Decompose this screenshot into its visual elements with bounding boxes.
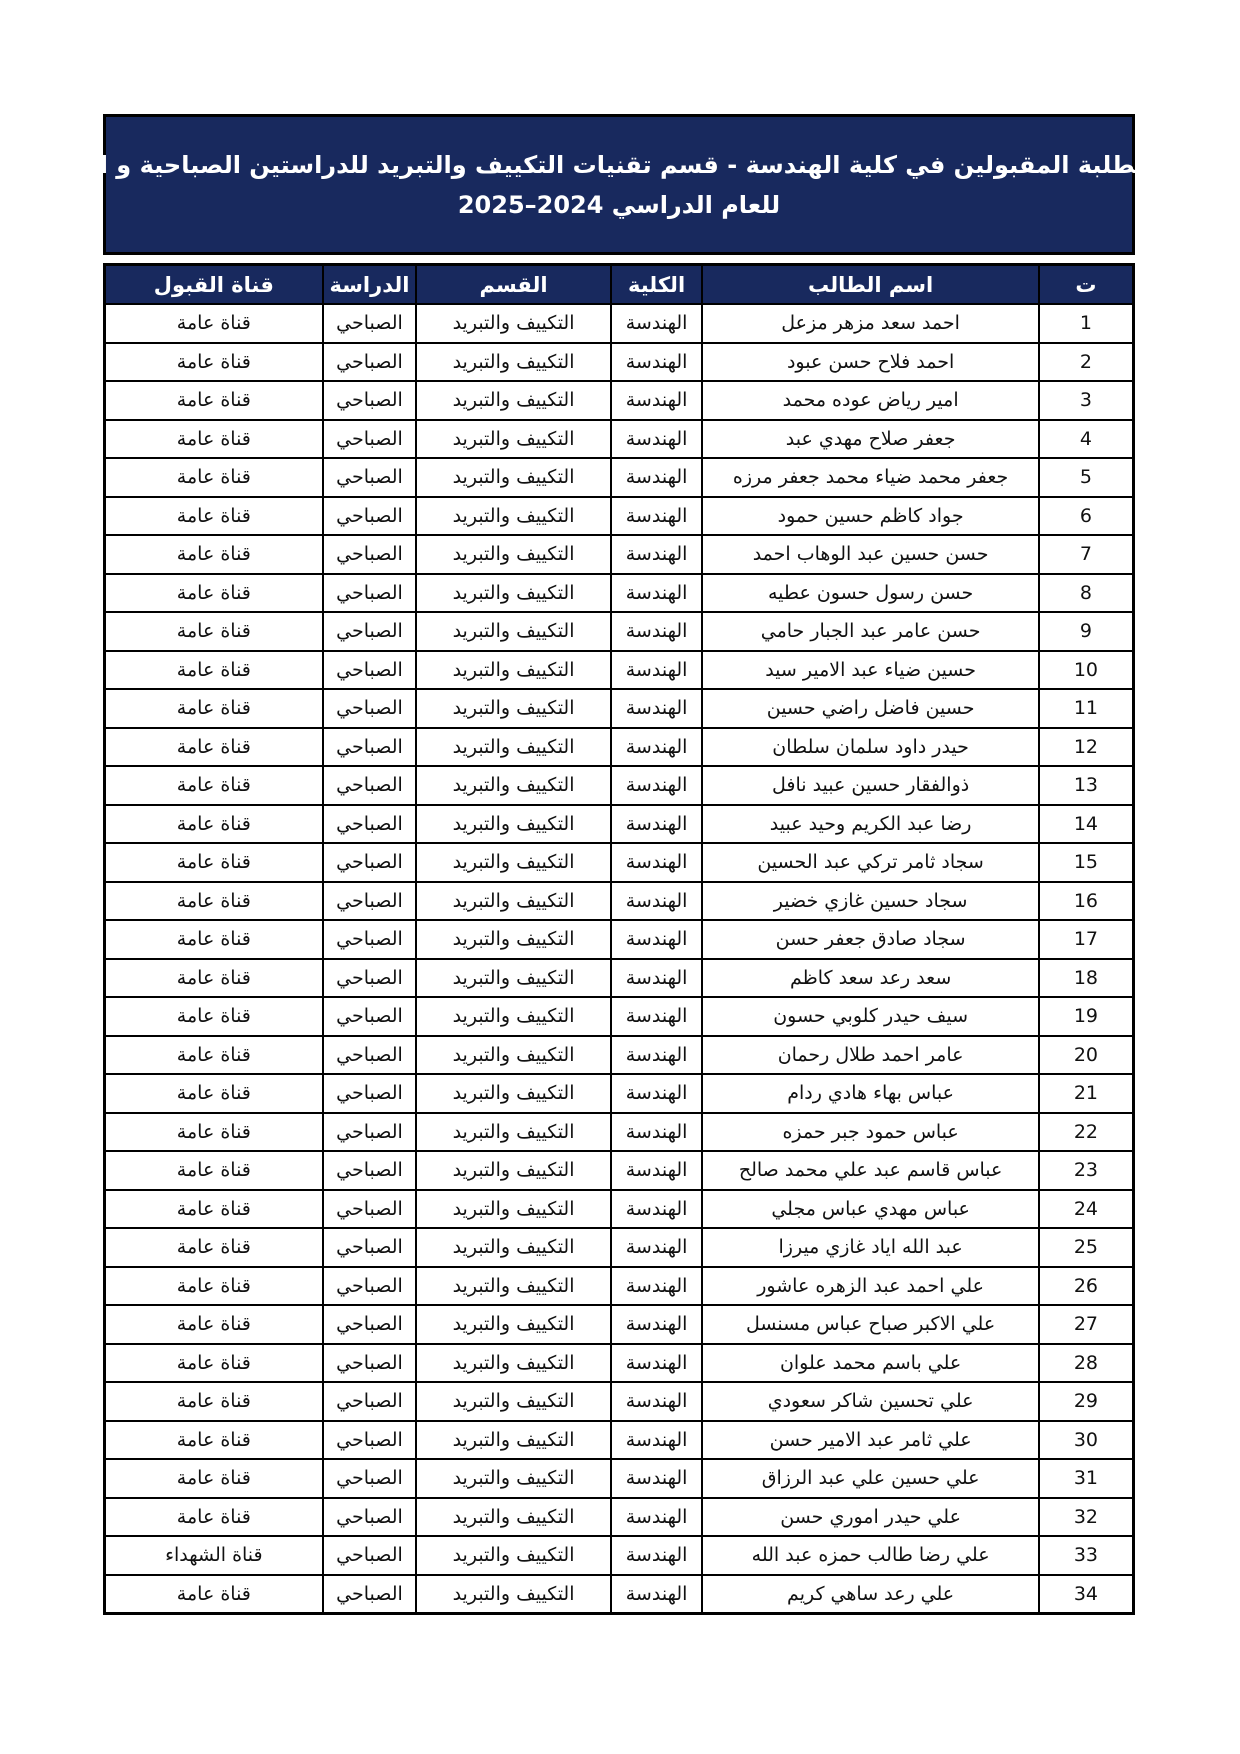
row-serial: 5 [1039, 458, 1134, 497]
college: الهندسة [611, 843, 703, 882]
admission-channel: قناة عامة [105, 420, 323, 459]
study-shift: الصباحي [323, 689, 417, 728]
student-name: عباس قاسم عبد علي محمد صالح [702, 1151, 1038, 1190]
col-header-department: القسم [416, 265, 610, 305]
row-serial: 30 [1039, 1421, 1134, 1460]
student-name: علي رعد ساهي كريم [702, 1575, 1038, 1614]
table-row [105, 997, 1134, 1036]
table-row [105, 458, 1134, 497]
row-serial: 32 [1039, 1498, 1134, 1537]
college: الهندسة [611, 728, 703, 767]
admission-channel: قناة عامة [105, 343, 323, 382]
admission-channel: قناة عامة [105, 1267, 323, 1306]
college: الهندسة [611, 1344, 703, 1383]
student-name: علي حيدر اموري حسن [702, 1498, 1038, 1537]
admission-channel: قناة عامة [105, 1498, 323, 1537]
row-serial: 23 [1039, 1151, 1134, 1190]
study-shift: الصباحي [323, 1344, 417, 1383]
college: الهندسة [611, 1536, 703, 1575]
table-row [105, 420, 1134, 459]
college: الهندسة [611, 574, 703, 613]
admission-channel: قناة عامة [105, 1151, 323, 1190]
college: الهندسة [611, 343, 703, 382]
study-shift: الصباحي [323, 1267, 417, 1306]
col-header-study: الدراسة [323, 265, 417, 305]
department: التكييف والتبريد [416, 574, 610, 613]
student-name: علي رضا طالب حمزه عبد الله [702, 1536, 1038, 1575]
admission-channel: قناة عامة [105, 843, 323, 882]
table-row [105, 689, 1134, 728]
table-row [105, 1459, 1134, 1498]
table-row [105, 920, 1134, 959]
department: التكييف والتبريد [416, 959, 610, 998]
table-row [105, 805, 1134, 844]
row-serial: 7 [1039, 535, 1134, 574]
document-title-line-1: اسماء الطلبة المقبولين في كلية الهندسة - قسم تقنيات التكييف والتبريد للدراستين الصباحية و المسائية [7, 150, 1231, 179]
department: التكييف والتبريد [416, 612, 610, 651]
department: التكييف والتبريد [416, 381, 610, 420]
admission-channel: قناة عامة [105, 574, 323, 613]
study-shift: الصباحي [323, 959, 417, 998]
row-serial: 13 [1039, 766, 1134, 805]
department: التكييف والتبريد [416, 1459, 610, 1498]
study-shift: الصباحي [323, 458, 417, 497]
admission-channel: قناة عامة [105, 1074, 323, 1113]
college: الهندسة [611, 1228, 703, 1267]
students-table-body [105, 304, 1134, 1614]
row-serial: 26 [1039, 1267, 1134, 1306]
table-row [105, 1036, 1134, 1075]
college: الهندسة [611, 420, 703, 459]
department: التكييف والتبريد [416, 997, 610, 1036]
student-name: علي احمد عبد الزهره عاشور [702, 1267, 1038, 1306]
college: الهندسة [611, 1305, 703, 1344]
table-row [105, 343, 1134, 382]
department: التكييف والتبريد [416, 1190, 610, 1229]
table-row [105, 1190, 1134, 1229]
row-serial: 24 [1039, 1190, 1134, 1229]
college: الهندسة [611, 381, 703, 420]
student-name: عباس مهدي عباس مجلي [702, 1190, 1038, 1229]
department: التكييف والتبريد [416, 843, 610, 882]
admission-channel: قناة عامة [105, 959, 323, 998]
college: الهندسة [611, 497, 703, 536]
study-shift: الصباحي [323, 843, 417, 882]
admission-channel: قناة عامة [105, 728, 323, 767]
college: الهندسة [611, 1421, 703, 1460]
study-shift: الصباحي [323, 1074, 417, 1113]
admission-channel: قناة عامة [105, 766, 323, 805]
college: الهندسة [611, 920, 703, 959]
student-name: ذوالفقار حسين عبيد نافل [702, 766, 1038, 805]
col-header-serial: ت [1039, 265, 1134, 305]
table-row [105, 843, 1134, 882]
admission-channel: قناة عامة [105, 920, 323, 959]
row-serial: 11 [1039, 689, 1134, 728]
admission-channel: قناة عامة [105, 805, 323, 844]
department: التكييف والتبريد [416, 1498, 610, 1537]
row-serial: 8 [1039, 574, 1134, 613]
college: الهندسة [611, 612, 703, 651]
department: التكييف والتبريد [416, 497, 610, 536]
student-name: علي باسم محمد علوان [702, 1344, 1038, 1383]
row-serial: 33 [1039, 1536, 1134, 1575]
study-shift: الصباحي [323, 1036, 417, 1075]
study-shift: الصباحي [323, 343, 417, 382]
table-row [105, 1536, 1134, 1575]
student-name: جعفر محمد ضياء محمد جعفر مرزه [702, 458, 1038, 497]
student-name: جعفر صلاح مهدي عبد [702, 420, 1038, 459]
row-serial: 4 [1039, 420, 1134, 459]
college: الهندسة [611, 1190, 703, 1229]
admission-channel: قناة عامة [105, 997, 323, 1036]
document-title-line-2: للعام الدراسي 2024–2025 [457, 190, 781, 219]
student-name: عباس بهاء هادي ردام [702, 1074, 1038, 1113]
table-row [105, 766, 1134, 805]
college: الهندسة [611, 1498, 703, 1537]
department: التكييف والتبريد [416, 1036, 610, 1075]
student-name: حسن عامر عبد الجبار حامي [702, 612, 1038, 651]
student-name: جواد كاظم حسين حمود [702, 497, 1038, 536]
college: الهندسة [611, 766, 703, 805]
row-serial: 3 [1039, 381, 1134, 420]
student-name: علي الاكبر صباح عباس مسنسل [702, 1305, 1038, 1344]
row-serial: 10 [1039, 651, 1134, 690]
department: التكييف والتبريد [416, 651, 610, 690]
students-table [103, 263, 1135, 1615]
student-name: علي ثامر عبد الامير حسن [702, 1421, 1038, 1460]
student-name: احمد فلاح حسن عبود [702, 343, 1038, 382]
table-row [105, 1267, 1134, 1306]
admission-channel: قناة عامة [105, 1305, 323, 1344]
admission-channel: قناة عامة [105, 1421, 323, 1460]
study-shift: الصباحي [323, 612, 417, 651]
department: التكييف والتبريد [416, 458, 610, 497]
college: الهندسة [611, 805, 703, 844]
admission-channel: قناة عامة [105, 1113, 323, 1152]
college: الهندسة [611, 1459, 703, 1498]
student-name: علي تحسين شاكر سعودي [702, 1382, 1038, 1421]
study-shift: الصباحي [323, 1228, 417, 1267]
college: الهندسة [611, 1382, 703, 1421]
college: الهندسة [611, 882, 703, 921]
department: التكييف والتبريد [416, 1113, 610, 1152]
table-row [105, 651, 1134, 690]
table-row [105, 497, 1134, 536]
students-table-header [105, 265, 1134, 305]
table-row [105, 381, 1134, 420]
student-name: سيف حيدر كلوبي حسون [702, 997, 1038, 1036]
admission-channel: قناة عامة [105, 304, 323, 343]
study-shift: الصباحي [323, 1151, 417, 1190]
college: الهندسة [611, 1036, 703, 1075]
student-name: حسن رسول حسون عطيه [702, 574, 1038, 613]
student-name: عامر احمد طلال رحمان [702, 1036, 1038, 1075]
row-serial: 27 [1039, 1305, 1134, 1344]
student-name: امير رياض عوده محمد [702, 381, 1038, 420]
admission-channel: قناة عامة [105, 497, 323, 536]
study-shift: الصباحي [323, 1498, 417, 1537]
table-row [105, 535, 1134, 574]
student-name: علي حسين علي عبد الرزاق [702, 1459, 1038, 1498]
row-serial: 21 [1039, 1074, 1134, 1113]
row-serial: 20 [1039, 1036, 1134, 1075]
student-name: سجاد حسين غازي خضير [702, 882, 1038, 921]
department: التكييف والتبريد [416, 766, 610, 805]
study-shift: الصباحي [323, 497, 417, 536]
college: الهندسة [611, 304, 703, 343]
table-row [105, 612, 1134, 651]
table-row [105, 1151, 1134, 1190]
col-header-student-name: اسم الطالب [702, 265, 1038, 305]
admission-channel: قناة عامة [105, 1575, 323, 1614]
table-row [105, 1421, 1134, 1460]
row-serial: 15 [1039, 843, 1134, 882]
admission-channel: قناة عامة [105, 689, 323, 728]
admission-channel: قناة الشهداء [105, 1536, 323, 1575]
row-serial: 19 [1039, 997, 1134, 1036]
table-row [105, 1575, 1134, 1614]
study-shift: الصباحي [323, 1305, 417, 1344]
study-shift: الصباحي [323, 766, 417, 805]
department: التكييف والتبريد [416, 1228, 610, 1267]
student-name: رضا عبد الكريم وحيد عبيد [702, 805, 1038, 844]
row-serial: 6 [1039, 497, 1134, 536]
study-shift: الصباحي [323, 1421, 417, 1460]
department: التكييف والتبريد [416, 420, 610, 459]
department: التكييف والتبريد [416, 1344, 610, 1383]
admission-channel: قناة عامة [105, 651, 323, 690]
admission-channel: قناة عامة [105, 612, 323, 651]
study-shift: الصباحي [323, 997, 417, 1036]
table-row [105, 1074, 1134, 1113]
row-serial: 16 [1039, 882, 1134, 921]
department: التكييف والتبريد [416, 1382, 610, 1421]
study-shift: الصباحي [323, 1536, 417, 1575]
department: التكييف والتبريد [416, 1074, 610, 1113]
student-name: سعد رعد سعد كاظم [702, 959, 1038, 998]
college: الهندسة [611, 1267, 703, 1306]
col-header-college: الكلية [611, 265, 703, 305]
row-serial: 17 [1039, 920, 1134, 959]
admission-channel: قناة عامة [105, 1344, 323, 1383]
admission-channel: قناة عامة [105, 1459, 323, 1498]
college: الهندسة [611, 1074, 703, 1113]
study-shift: الصباحي [323, 1190, 417, 1229]
header-row [105, 265, 1134, 305]
department: التكييف والتبريد [416, 1575, 610, 1614]
study-shift: الصباحي [323, 304, 417, 343]
document-title-block [7, 114, 1231, 255]
table-row [105, 959, 1134, 998]
department: التكييف والتبريد [416, 805, 610, 844]
study-shift: الصباحي [323, 1575, 417, 1614]
admission-channel: قناة عامة [105, 1190, 323, 1229]
row-serial: 12 [1039, 728, 1134, 767]
college: الهندسة [611, 1575, 703, 1614]
study-shift: الصباحي [323, 1459, 417, 1498]
student-name: عبد الله اياد غازي ميرزا [702, 1228, 1038, 1267]
row-serial: 31 [1039, 1459, 1134, 1498]
study-shift: الصباحي [323, 574, 417, 613]
row-serial: 22 [1039, 1113, 1134, 1152]
study-shift: الصباحي [323, 805, 417, 844]
college: الهندسة [611, 458, 703, 497]
department: التكييف والتبريد [416, 343, 610, 382]
department: التكييف والتبريد [416, 1151, 610, 1190]
row-serial: 28 [1039, 1344, 1134, 1383]
table-row [105, 882, 1134, 921]
admission-channel: قناة عامة [105, 458, 323, 497]
student-name: عباس حمود جبر حمزه [702, 1113, 1038, 1152]
student-name: سجاد صادق جعفر حسن [702, 920, 1038, 959]
college: الهندسة [611, 1113, 703, 1152]
admission-channel: قناة عامة [105, 1382, 323, 1421]
row-serial: 1 [1039, 304, 1134, 343]
table-row [105, 1113, 1134, 1152]
study-shift: الصباحي [323, 1113, 417, 1152]
study-shift: الصباحي [323, 728, 417, 767]
admission-channel: قناة عامة [105, 1228, 323, 1267]
table-row [105, 574, 1134, 613]
admission-channel: قناة عامة [105, 535, 323, 574]
department: التكييف والتبريد [416, 728, 610, 767]
student-name: حسين فاضل راضي حسين [702, 689, 1038, 728]
table-row [105, 728, 1134, 767]
department: التكييف والتبريد [416, 1267, 610, 1306]
college: الهندسة [611, 997, 703, 1036]
study-shift: الصباحي [323, 381, 417, 420]
row-serial: 25 [1039, 1228, 1134, 1267]
department: التكييف والتبريد [416, 535, 610, 574]
college: الهندسة [611, 1151, 703, 1190]
row-serial: 14 [1039, 805, 1134, 844]
student-name: حسن حسين عبد الوهاب احمد [702, 535, 1038, 574]
college: الهندسة [611, 535, 703, 574]
table-row [105, 304, 1134, 343]
student-name: سجاد ثامر تركي عبد الحسين [702, 843, 1038, 882]
department: التكييف والتبريد [416, 920, 610, 959]
row-serial: 18 [1039, 959, 1134, 998]
student-name: احمد سعد مزهر مزعل [702, 304, 1038, 343]
department: التكييف والتبريد [416, 1421, 610, 1460]
department: التكييف والتبريد [416, 882, 610, 921]
college: الهندسة [611, 959, 703, 998]
col-header-admission-channel: قناة القبول [105, 265, 323, 305]
student-name: حيدر داود سلمان سلطان [702, 728, 1038, 767]
admission-channel: قناة عامة [105, 882, 323, 921]
college: الهندسة [611, 651, 703, 690]
table-row [105, 1498, 1134, 1537]
study-shift: الصباحي [323, 920, 417, 959]
table-row [105, 1228, 1134, 1267]
admission-channel: قناة عامة [105, 381, 323, 420]
department: التكييف والتبريد [416, 1536, 610, 1575]
row-serial: 9 [1039, 612, 1134, 651]
study-shift: الصباحي [323, 420, 417, 459]
table-row [105, 1344, 1134, 1383]
college: الهندسة [611, 689, 703, 728]
row-serial: 2 [1039, 343, 1134, 382]
department: التكييف والتبريد [416, 304, 610, 343]
table-row [105, 1382, 1134, 1421]
department: التكييف والتبريد [416, 689, 610, 728]
table-row [105, 1305, 1134, 1344]
study-shift: الصباحي [323, 882, 417, 921]
study-shift: الصباحي [323, 535, 417, 574]
row-serial: 34 [1039, 1575, 1134, 1614]
admission-channel: قناة عامة [105, 1036, 323, 1075]
student-name: حسين ضياء عبد الامير سيد [702, 651, 1038, 690]
study-shift: الصباحي [323, 651, 417, 690]
department: التكييف والتبريد [416, 1305, 610, 1344]
study-shift: الصباحي [323, 1382, 417, 1421]
row-serial: 29 [1039, 1382, 1134, 1421]
